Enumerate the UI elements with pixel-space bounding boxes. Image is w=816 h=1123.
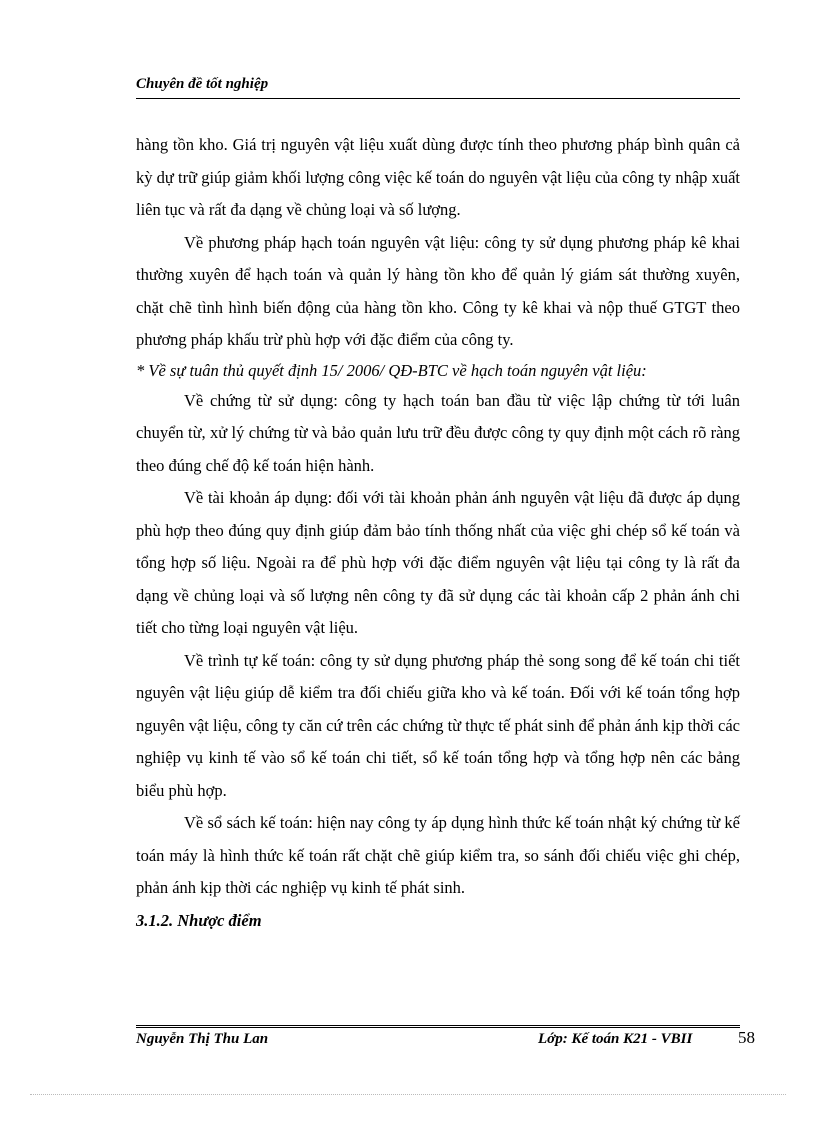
paragraph-accounting-method: Về phương pháp hạch toán nguyên vật liệu: công ty sử dụng phương pháp kê khai thường xuyên để hạch toán và quản lý hàng tồn kho để quản lý giám sát thường xuyên, chặt chẽ tình hình biến động của hàng tồn kho. Công ty kê khai và nộp thuế GTGT theo phương pháp khấu trừ phù hợp với đặc điểm của công ty. [136, 232, 740, 349]
paragraph-continuation: hàng tồn kho. Giá trị nguyên vật liệu xuất dùng được tính theo phương pháp bình quân cả kỳ dự trữ giúp giảm khối lượng công việc kế toán do nguyên vật liệu của công ty nhập xuất liên tục và rất đa dạng về chủng loại và số lượng. [136, 135, 740, 219]
page-header [136, 74, 740, 99]
section-heading: 3.1.2. Nhược điểm [136, 910, 262, 930]
footer-author: Nguyễn Thị Thu Lan [136, 1031, 269, 1047]
footer-divider [136, 1025, 740, 1028]
paragraph-bookkeeping: Về sổ sách kế toán: hiện nay công ty áp dụng hình thức kế toán nhật ký chứng từ kế toán máy là hình thức kế toán rất chặt chẽ giúp kiểm tra, so sánh đối chiếu việc ghi chép, phản ánh kịp thời các nghiệp vụ kinh tế phát sinh. [136, 813, 740, 897]
paragraph-accounts: Về tài khoản áp dụng: đối với tài khoản phản ánh nguyên vật liệu đã được áp dụng phù hợp theo đúng quy định giúp đảm bảo tính thống nhất của việc ghi chép sổ kế toán và tổng hợp số liệu. Ngoài ra để phù hợp với đặc điểm nguyên vật liệu tại công ty là rất đa dạng về chủng loại và số lượng nên công ty đã sử dụng các tài khoản cấp 2 phản ánh chi tiết cho từng loại nguyên vật liệu. [136, 488, 740, 637]
paragraph-documents: Về chứng từ sử dụng: công ty hạch toán ban đầu từ việc lập chứng từ tới luân chuyển từ, xử lý chứng từ và bảo quản lưu trữ đều được công ty quy định một cách rõ ràng theo đúng chế độ kế toán hiện hành. [136, 390, 740, 475]
note-regulation-compliance: * Về sự tuân thủ quyết định 15/ 2006/ QĐ-BTC về hạch toán nguyên vật liệu: [136, 360, 647, 380]
footer-class: Lớp: Kế toán K21 - VBII [538, 1031, 693, 1047]
page-bottom-edge [30, 1094, 786, 1095]
paragraph-accounting-procedure: Về trình tự kế toán: công ty sử dụng phương pháp thẻ song song để kế toán chi tiết nguyên vật liệu giúp dễ kiểm tra đối chiếu giữa kho và kế toán. Đối với kế toán tổng hợp nguyên vật liệu, công ty căn cứ trên các chứng từ thực tế phát sinh để phản ánh kịp thời các nghiệp vụ kinh tế vào sổ kế toán chi tiết, sổ kế toán tổng hợp và tổng hợp nên các bảng biểu phù hợp. [136, 650, 740, 800]
header-title: Chuyên đề tốt nghiệp [136, 76, 269, 92]
page-number: 58 [738, 1028, 755, 1047]
document-body [136, 129, 740, 937]
